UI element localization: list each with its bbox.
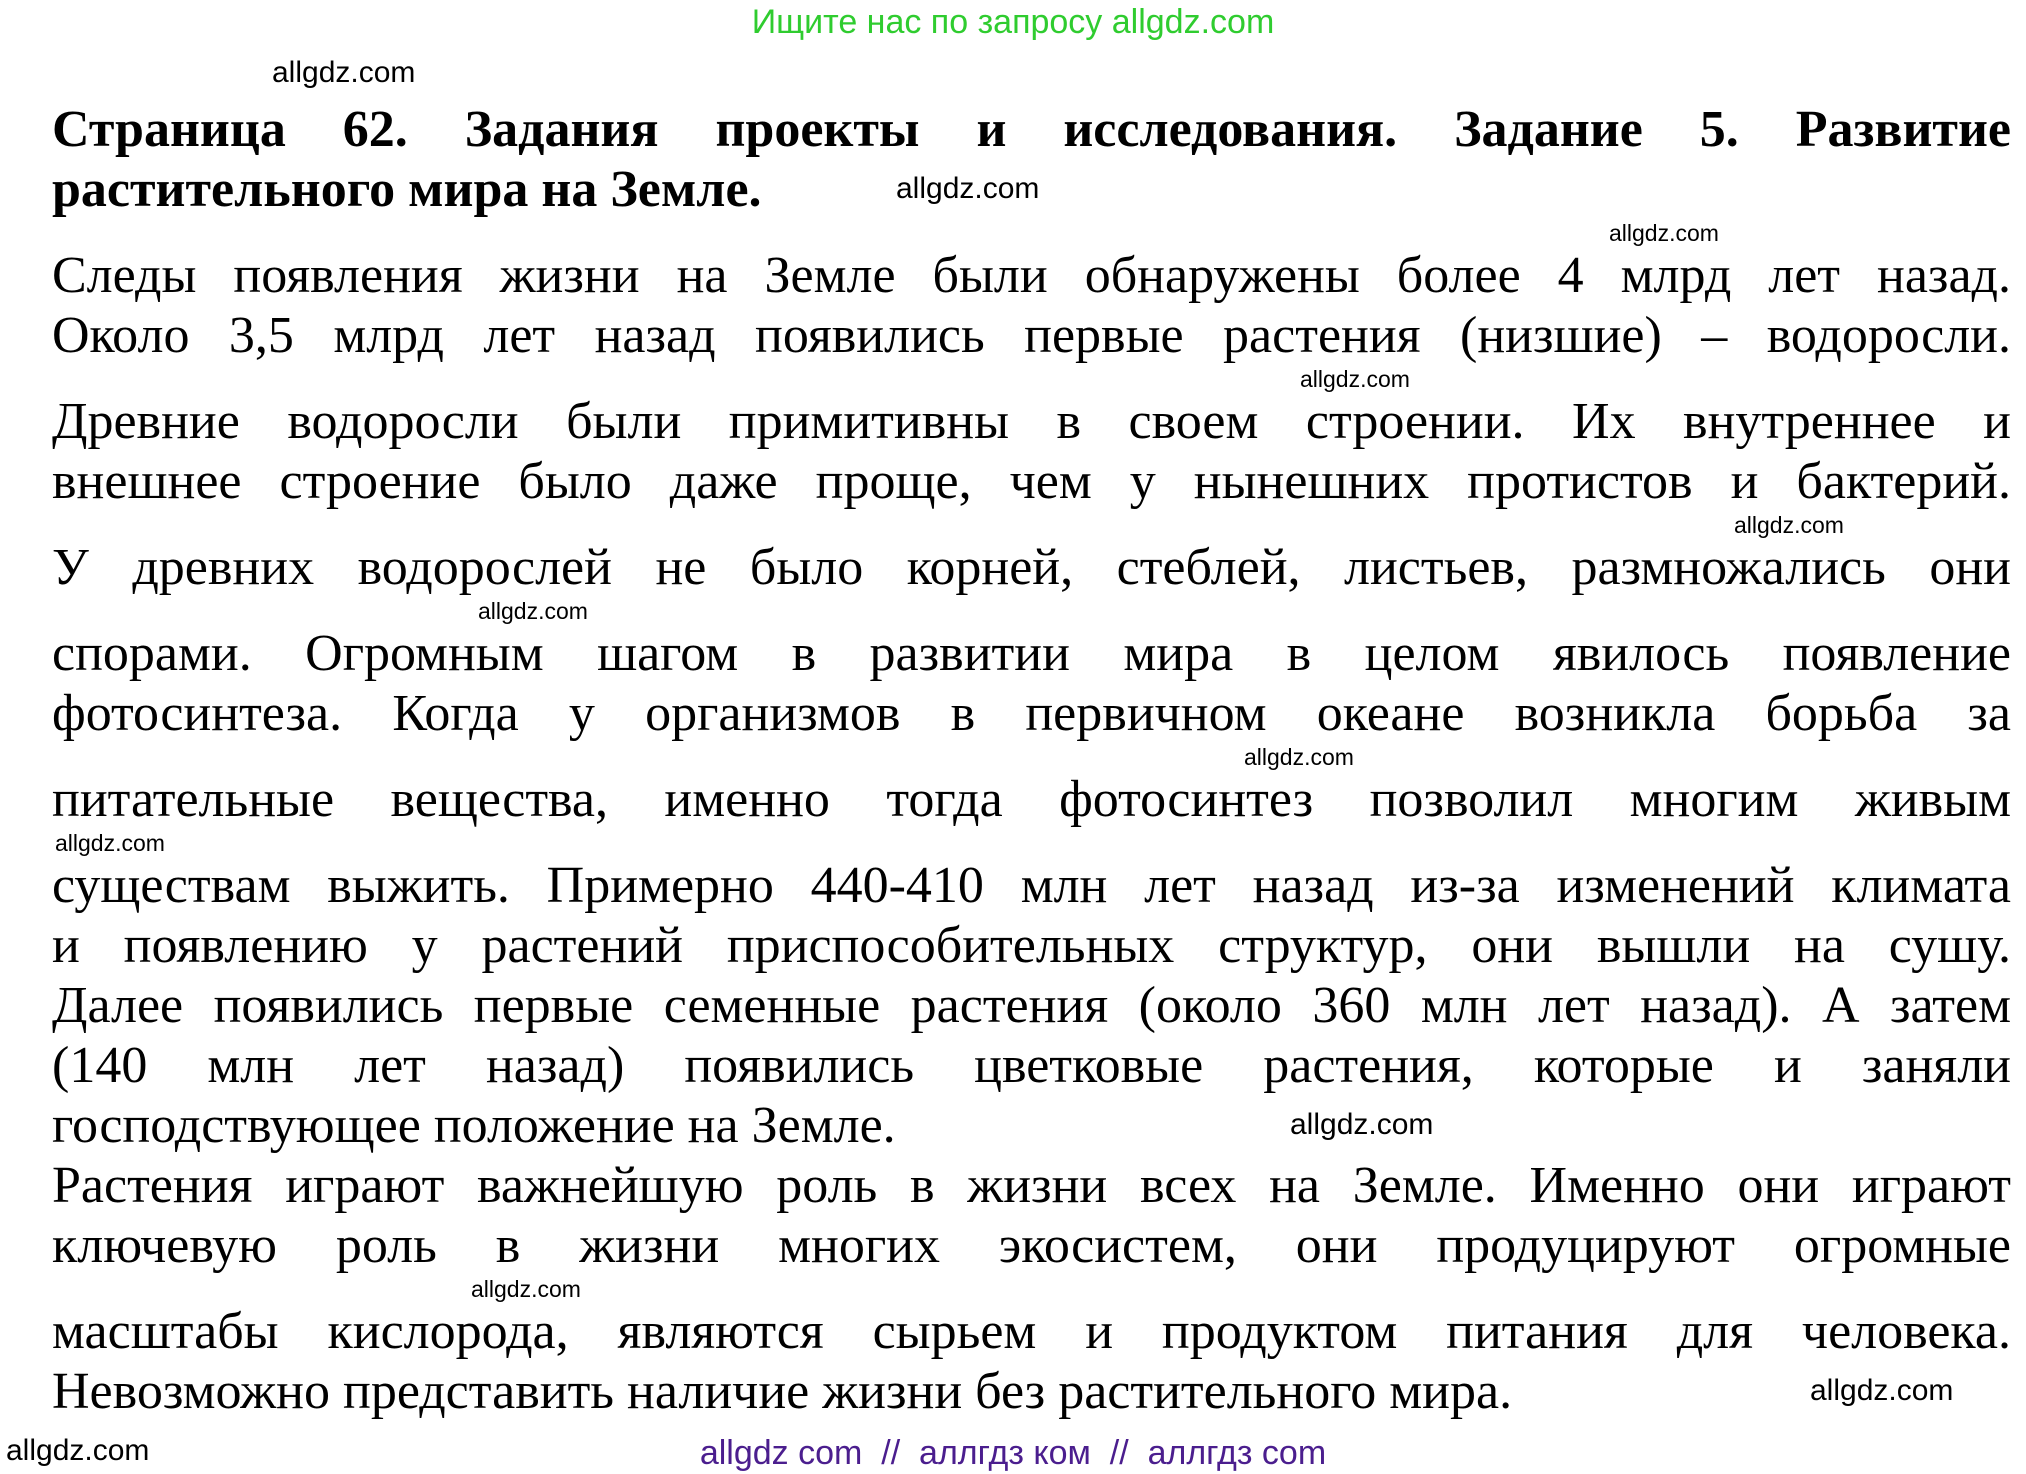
watermark-gap	[52, 220, 2011, 246]
text-line: Далее появились первые семенные растения (около 360 млн лет назад). А затем	[52, 977, 2011, 1034]
text-line: Следы появления жизни на Земле были обнаружены более 4 млрд лет назад.	[52, 247, 2011, 304]
document-body	[52, 100, 2011, 1422]
text-line: Растения играют важнейшую роль в жизни всех на Земле. Именно они играют	[52, 1157, 2011, 1214]
text-line: господствующее положение на Земле.	[52, 1097, 896, 1154]
watermark: allgdz.com	[272, 56, 416, 89]
title-row-2	[52, 160, 2011, 220]
text-line: (140 млн лет назад) появились цветковые растения, которые и заняли	[52, 1037, 2011, 1094]
watermark: allgdz.com	[1810, 1374, 1954, 1407]
watermark-gap	[52, 744, 2011, 770]
watermark: allgdz.com	[55, 830, 165, 856]
watermark-gap	[52, 512, 2011, 538]
watermark: allgdz.com	[1290, 1108, 1434, 1141]
text-line: Невозможно представить наличие жизни без растительного мира.	[52, 1363, 1513, 1420]
watermark: allgdz.com	[471, 1276, 581, 1302]
watermark: allgdz.com	[1609, 220, 1719, 246]
text-line: У древних водорослей не было корней, стеблей, листьев, размножались они	[52, 539, 2011, 596]
text-line: питательные вещества, именно тогда фотосинтез позволил многим живым	[52, 771, 2011, 828]
text-row	[52, 1362, 2011, 1422]
page-title-line-2: растительного мира на Земле.	[52, 161, 762, 218]
text-line: Около 3,5 млрд лет назад появились первые растения (низшие) – водоросли.	[52, 307, 2011, 364]
watermark: allgdz.com	[896, 172, 1040, 205]
search-banner: Ищите нас по запросу allgdz.com	[751, 3, 1275, 41]
watermark-gap	[52, 1276, 2011, 1302]
watermark-gap	[52, 830, 2011, 856]
text-line: существам выжить. Примерно 440-410 млн лет назад из-за изменений климата	[52, 857, 2011, 914]
footer-banner: allgdz com // аллгдз ком // аллгдз com	[699, 1434, 1327, 1472]
watermark: allgdz.com	[6, 1434, 150, 1467]
watermark-gap	[52, 366, 2011, 392]
watermark: allgdz.com	[1300, 366, 1410, 392]
page-title-line-1: Страница 62. Задания проекты и исследования. Задание 5. Развитие	[52, 101, 2011, 158]
watermark: allgdz.com	[1734, 512, 1844, 538]
text-line: внешнее строение было даже проще, чем у нынешних протистов и бактерий.	[52, 453, 2011, 510]
text-line: ключевую роль в жизни многих экосистем, они продуцируют огромные	[52, 1217, 2011, 1274]
text-line: Древние водоросли были примитивны в своем строении. Их внутреннее и	[52, 393, 2011, 450]
watermark: allgdz.com	[1244, 744, 1354, 770]
text-line: фотосинтеза. Когда у организмов в первичном океане возникла борьба за	[52, 685, 2011, 742]
text-line: масштабы кислорода, являются сырьем и продуктом питания для человека.	[52, 1303, 2011, 1360]
text-line: и появлению у растений приспособительных структур, они вышли на сушу.	[52, 917, 2011, 974]
text-row	[52, 1096, 2011, 1156]
text-line: спорами. Огромным шагом в развитии мира в целом явилось появление	[52, 625, 2011, 682]
watermark: allgdz.com	[478, 598, 588, 624]
watermark-gap	[52, 598, 2011, 624]
